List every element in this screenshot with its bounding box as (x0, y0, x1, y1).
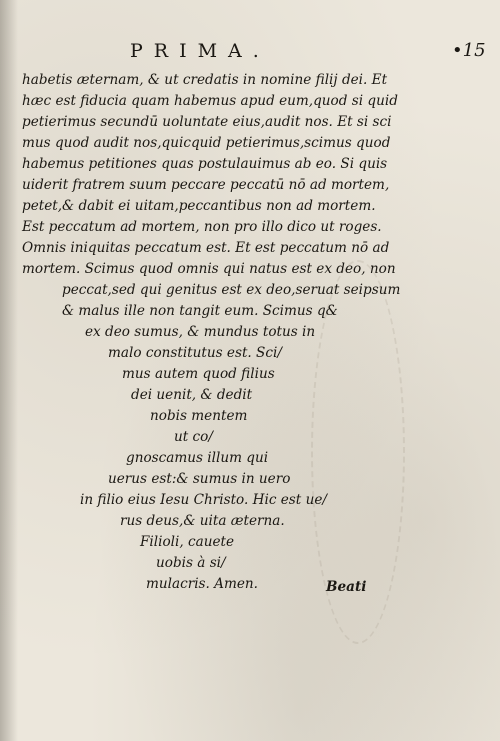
text-line: uobis à si/ (156, 555, 226, 571)
folio-number: •15 (452, 40, 486, 61)
text-line: Filioli, cauete (140, 534, 235, 550)
text-line: gnoscamus illum qui (126, 450, 269, 466)
text-line: uiderit fratrem suum peccare peccatū nō ad mortem, (22, 177, 390, 193)
text-line: hæc est fiducia quam habemus apud eum,quod si quid (22, 93, 398, 109)
text-line: petet,& dabit ei uitam,peccantibus non ad mortem. (22, 198, 376, 214)
text-line: uerus est:& sumus in uero (108, 471, 291, 487)
text-line: ex deo sumus, & mundus totus in (85, 324, 316, 340)
text-line: mus autem quod filius (122, 366, 275, 382)
text-line: & malus ille non tangit eum. Scimus q& (62, 303, 338, 319)
text-line: malo constitutus est. Sci/ (108, 345, 282, 361)
text-line: nobis mentem (150, 408, 248, 424)
text-line: in filio eius Iesu Christo. Hic est ue/ (80, 492, 327, 508)
text-line: Omnis iniquitas peccatum est. Et est peccatum nō ad (22, 240, 390, 256)
catchword: Beati (326, 579, 367, 595)
text-line: mus quod audit nos,quicquid petierimus,scimus quod (22, 135, 391, 151)
page-header (0, 40, 500, 66)
text-line: rus deus,& uita æterna. (120, 513, 285, 529)
text-line: petierimus secundū uoluntate eius,audit nos. Et si sci (22, 114, 392, 130)
text-line: peccat,sed qui genitus est ex deo,seruat seipsum (62, 282, 401, 298)
text-line: Est peccatum ad mortem, non pro illo dico ut roges. (22, 219, 382, 235)
text-line: ut co/ (174, 429, 213, 445)
text-line: mulacris. Amen. (146, 576, 259, 592)
text-line: habetis æternam, & ut credatis in nomine filij dei. Et (22, 72, 388, 88)
text-line: dei uenit, & dedit (131, 387, 253, 403)
text-line: mortem. Scimus quod omnis qui natus est ex deo, non (22, 261, 396, 277)
running-head: PRIMA. (130, 40, 270, 62)
text-line: habemus petitiones quas postulauimus ab eo. Si quis (22, 156, 388, 172)
gutter-shadow (0, 0, 18, 741)
